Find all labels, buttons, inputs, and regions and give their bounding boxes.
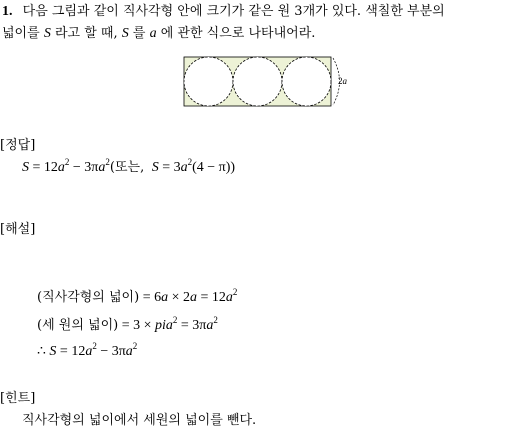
- var-a: a: [98, 160, 106, 175]
- rectangle-circles-figure: [180, 54, 355, 110]
- var-a: a: [206, 318, 214, 333]
- solution-text-2: (세 원의 넓이): [37, 318, 119, 333]
- solution-line-3: [37, 343, 137, 360]
- circle-3: [282, 57, 331, 106]
- var-a: a: [225, 290, 233, 305]
- var-s: S: [151, 160, 159, 175]
- var-a: a: [180, 160, 188, 175]
- exponent: 2: [92, 341, 97, 351]
- therefore-symbol: ∴: [37, 344, 46, 359]
- math-part: − 3π: [96, 344, 126, 359]
- answer-alt-open: (또는,: [109, 160, 145, 175]
- problem-text-2b: 라고 할 때,: [54, 26, 118, 41]
- exponent: 2: [232, 287, 238, 297]
- problem-text-2a: 넓이를: [2, 26, 40, 41]
- var-a: a: [57, 160, 65, 175]
- problem-text-1: 다음 그림과 같이 직사각형 안에 크기가 같은 원 3개가 있다. 색칠한 부분의: [22, 4, 445, 19]
- var-s: S: [43, 26, 51, 41]
- var-a: a: [149, 26, 157, 41]
- answer-minus: − 3π: [69, 160, 99, 175]
- math-part: = 6: [139, 290, 162, 305]
- answer-alt-tail: (4 − π)): [192, 160, 236, 175]
- problem-text-2c: 를: [132, 26, 146, 41]
- var-a: a: [161, 290, 169, 305]
- problem-text-2d: 에 관한 식으로 나타내어라.: [160, 26, 316, 41]
- solution-heading: [해설]: [0, 222, 36, 237]
- circle-1: [184, 57, 233, 106]
- var-a: a: [190, 290, 197, 305]
- exponent: 2: [213, 315, 218, 325]
- circle-2: [233, 57, 282, 106]
- problem-number: 1.: [2, 4, 13, 19]
- exponent: 2: [172, 315, 178, 325]
- exponent: 2: [105, 157, 110, 167]
- math-part: = 3 ×: [118, 318, 155, 333]
- answer-alt-eq: = 3: [158, 160, 181, 175]
- math-part: = 3π: [177, 318, 207, 333]
- solution-line-1: [37, 286, 237, 306]
- exponent: 2: [187, 157, 193, 167]
- var-pia: pia: [155, 318, 173, 333]
- var-s: S: [22, 160, 29, 175]
- var-a: a: [125, 344, 133, 359]
- problem-line-2: [2, 22, 315, 42]
- problem-line-1: [2, 0, 445, 20]
- hint-heading: [힌트]: [0, 391, 36, 406]
- math-part: = 12: [197, 290, 226, 305]
- answer-line: [22, 156, 235, 176]
- hint-text: 직사각형의 넓이에서 세원의 넓이를 뺀다.: [22, 413, 257, 428]
- var-a: a: [85, 344, 93, 359]
- math-part: × 2: [168, 290, 190, 305]
- exponent: 2: [64, 157, 70, 167]
- var-s: S: [49, 344, 57, 359]
- var-s: S: [121, 26, 129, 41]
- math-part: = 12: [56, 344, 86, 359]
- solution-line-2: [37, 314, 218, 334]
- answer-heading: [정답]: [0, 138, 36, 153]
- exponent: 2: [132, 341, 138, 351]
- height-label: 2a: [338, 76, 347, 86]
- solution-text-1: (직사각형의 넓이): [37, 290, 140, 305]
- answer-eq: = 12: [29, 160, 58, 175]
